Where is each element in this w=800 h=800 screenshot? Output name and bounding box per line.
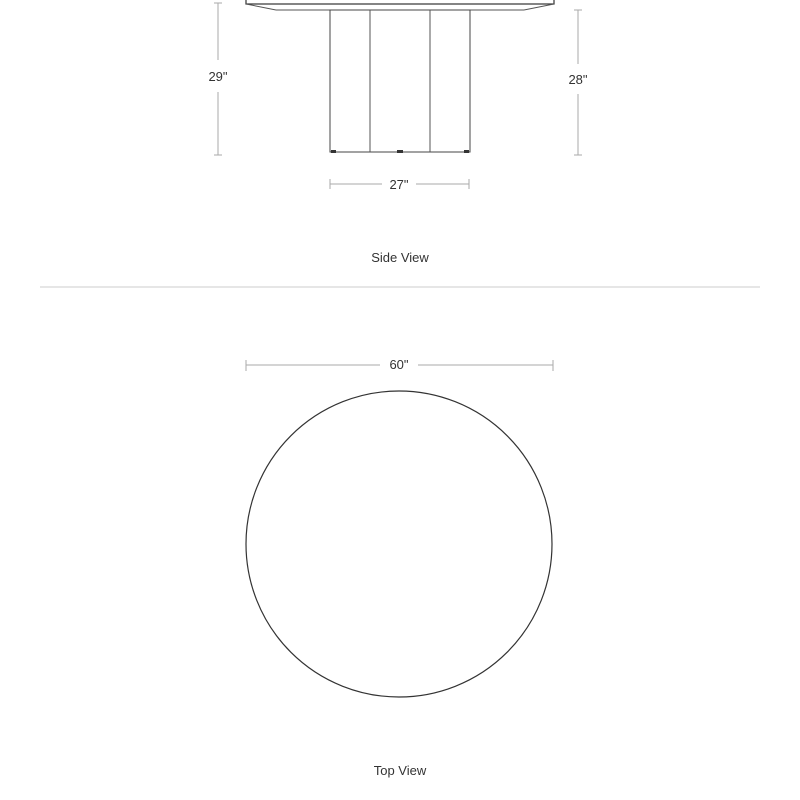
base-width-label: 27" xyxy=(389,177,409,192)
dimension-base-height xyxy=(568,10,587,155)
side-view-pedestal xyxy=(330,10,470,153)
top-view xyxy=(246,357,553,778)
top-view-caption: Top View xyxy=(373,763,427,778)
side-view xyxy=(208,0,587,265)
diameter-label: 60" xyxy=(389,357,409,372)
dimension-base-width xyxy=(330,177,469,192)
dimension-diameter xyxy=(246,357,553,372)
total-height-label: 29" xyxy=(208,69,228,84)
base-height-label: 28" xyxy=(568,72,588,87)
side-view-tabletop xyxy=(246,0,554,10)
side-view-caption: Side View xyxy=(371,250,429,265)
dimension-total-height xyxy=(208,3,227,155)
tabletop-circle xyxy=(246,391,552,697)
